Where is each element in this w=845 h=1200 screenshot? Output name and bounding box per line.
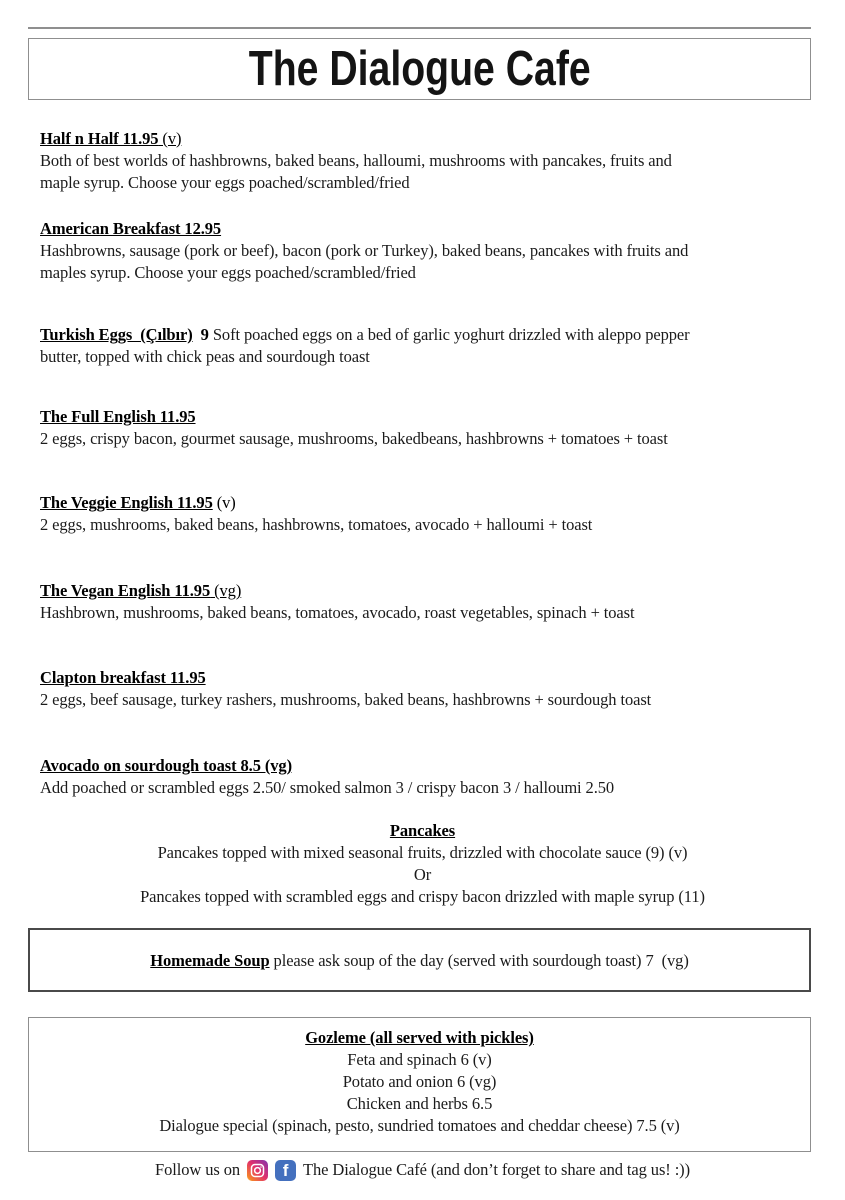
- item-title: Avocado on sourdough toast 8.5 (vg): [40, 756, 292, 775]
- footer-prefix: Follow us on: [155, 1160, 240, 1179]
- soup-box: [28, 928, 811, 992]
- description-line: Pancakes topped with scrambled eggs and crispy bacon drizzled with maple syrup (11): [140, 887, 705, 906]
- section-title: Gozleme (all served with pickles): [305, 1028, 534, 1047]
- item-title: The Veggie English 11.95 (v): [40, 493, 236, 512]
- description-line: Hashbrowns, sausage (pork or beef), bacon (pork or Turkey), baked beans, pancakes with fruits and: [40, 241, 689, 260]
- item-description: [40, 514, 805, 536]
- item-title: Homemade Soup: [150, 951, 270, 970]
- page-title: The Dialogue Cafe: [248, 42, 591, 96]
- description-line: Or: [413, 865, 432, 884]
- gozleme-item: Feta and spinach 6 (v): [347, 1050, 492, 1069]
- footer-text: The Dialogue Café (and don’t forget to share and tag us! :)): [303, 1160, 690, 1179]
- menu-item-veggie-english: [40, 492, 805, 536]
- diet-tag: (v): [212, 493, 236, 512]
- menu-section-pancakes: [40, 820, 805, 908]
- footer: [0, 1159, 845, 1181]
- section-lines: [40, 842, 805, 908]
- gozleme-item: Potato and onion 6 (vg): [342, 1072, 497, 1091]
- menu-item-vegan-english: [40, 580, 805, 624]
- description-line: butter, topped with chick peas and sourdough toast: [40, 347, 370, 366]
- item-description: [40, 240, 805, 284]
- menu-item-turkish-eggs: [40, 324, 805, 368]
- title-box: [28, 38, 811, 100]
- section-title: Pancakes: [389, 821, 456, 840]
- item-title: American Breakfast 12.95: [40, 219, 222, 238]
- diet-tag: (v): [158, 129, 182, 148]
- item-description: [40, 428, 805, 450]
- item-title: Turkish Eggs (Çılbır): [40, 325, 193, 344]
- item-price: 9: [192, 325, 213, 344]
- item-description: [40, 150, 805, 194]
- item-description: [40, 689, 805, 711]
- description-line: Soft poached eggs on a bed of garlic yoghurt drizzled with aleppo pepper: [212, 325, 690, 344]
- gozleme-item: Chicken and herbs 6.5: [346, 1094, 493, 1113]
- menu-item-avocado-toast: [40, 755, 805, 799]
- menu-item-clapton-breakfast: [40, 667, 805, 711]
- top-divider: [28, 27, 811, 29]
- description-line: Both of best worlds of hashbrowns, baked beans, halloumi, mushrooms with pancakes, fruits and: [40, 151, 672, 170]
- description-line: 2 eggs, beef sausage, turkey rashers, mushrooms, baked beans, hashbrowns + sourdough toast: [40, 690, 652, 709]
- menu-item-half-n-half: [40, 128, 805, 194]
- description-line: Hashbrown, mushrooms, baked beans, tomatoes, avocado, roast vegetables, spinach + toast: [40, 603, 635, 622]
- menu-item-full-english: [40, 406, 805, 450]
- item-title: Clapton breakfast 11.95: [40, 668, 206, 687]
- item-title: The Vegan English 11.95 (vg): [40, 581, 242, 600]
- description-line: Add poached or scrambled eggs 2.50/ smoked salmon 3 / crispy bacon 3 / halloumi 2.50: [40, 778, 615, 797]
- description-line: 2 eggs, crispy bacon, gourmet sausage, mushrooms, bakedbeans, hashbrowns + tomatoes + toast: [40, 429, 668, 448]
- description-line: Pancakes topped with mixed seasonal fruits, drizzled with chocolate sauce (9) (v): [157, 843, 688, 862]
- item-title: Half n Half 11.95 (v): [40, 129, 182, 148]
- description-line: maple syrup. Choose your eggs poached/scrambled/fried: [40, 173, 410, 192]
- diet-tag: (vg): [210, 581, 242, 600]
- instagram-icon: [247, 1160, 268, 1181]
- item-description: [40, 777, 805, 799]
- item-description: [40, 602, 805, 624]
- gozleme-item: Dialogue special (spinach, pesto, sundried tomatoes and cheddar cheese) 7.5 (v): [159, 1116, 680, 1135]
- description-line: maples syrup. Choose your eggs poached/scrambled/fried: [40, 263, 416, 282]
- item-title: The Full English 11.95: [40, 407, 196, 426]
- menu: [40, 128, 805, 908]
- gozleme-box: [28, 1017, 811, 1152]
- menu-item-american-breakfast: [40, 218, 805, 284]
- facebook-icon: f: [275, 1160, 296, 1181]
- description-line: 2 eggs, mushrooms, baked beans, hashbrowns, tomatoes, avocado + halloumi + toast: [40, 515, 593, 534]
- item-description: please ask soup of the day (served with sourdough toast) 7 (vg): [269, 951, 689, 970]
